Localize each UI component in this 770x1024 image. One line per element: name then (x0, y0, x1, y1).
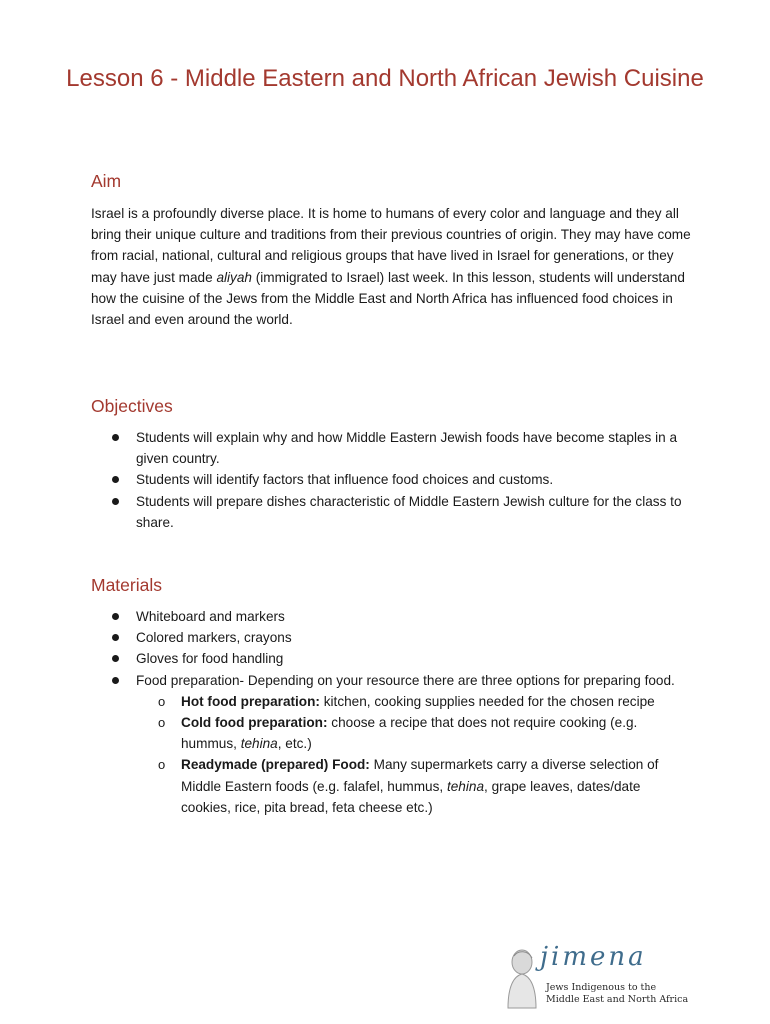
jimena-logo (500, 942, 700, 1012)
sub-bullet-marker: o (158, 693, 166, 709)
objectives-list (91, 427, 691, 533)
sub-bullet-marker: o (158, 715, 166, 731)
bullet-icon (112, 498, 119, 505)
list-item: Colored markers, crayons (91, 627, 691, 648)
objectives-heading: Objectives (91, 396, 173, 416)
list-item: Students will prepare dishes characteristic of Middle Eastern Jewish culture for the class to share. (91, 491, 691, 533)
list-item: Gloves for food handling (91, 648, 691, 669)
list-item: Students will explain why and how Middle Eastern Jewish foods have become staples in a given country. (91, 427, 691, 469)
materials-heading: Materials (91, 575, 162, 595)
sub-list-item: o Readymade (prepared) Food: Many supermarkets carry a diverse selection of Middle Eastern foods (e.g. falafel, hummus, tehina, grape leaves, dates/date cookies, rice, pita bread, feta cheese etc.) (136, 754, 691, 818)
list-item: Food preparation- Depending on your resource there are three options for preparing food. o Hot food preparation: kitchen, cooking supplies needed for the chosen recipe o Cold food preparation: choose a recipe that does not require cooking (e.g. hummus, tehina, etc.) o Readymade (prepared) Food: Many supermarkets carry a diverse selection of Middle Eastern foods (e.g. falafel, hummus, tehina, grape leaves, dates/date cookies, rice, pita bread, feta cheese etc.) (91, 670, 691, 818)
bullet-icon (112, 655, 119, 662)
list-item: Whiteboard and markers (91, 606, 691, 627)
bullet-icon (112, 677, 119, 684)
aim-heading: Aim (91, 171, 122, 191)
bullet-icon (112, 613, 119, 620)
materials-list (91, 606, 691, 818)
logo-tagline: Jews Indigenous to the Middle East and North Africa (546, 982, 689, 1005)
aim-text-part2: (immigrated to Israel) last week. In this lesson, students will understand how the cuisine of the Jews from the Middle East and North Africa has influenced food choices in Israel and even around the world. (91, 269, 685, 328)
aim-text-part1: Israel is a profoundly diverse place. It is home to humans of every color and language and they all bring their unique culture and traditions from their previous countries of origin. They may have come from racial, national, cultural and religious groups that have lived in Israel for generations, or they may have just made (91, 206, 691, 285)
logo-wordmark: jimena (540, 942, 647, 972)
list-item: Students will identify factors that influence food choices and customs. (91, 469, 691, 490)
aim-italic-term: aliyah (216, 269, 252, 285)
aim-paragraph (91, 203, 691, 330)
page-title: Lesson 6 - Middle Eastern and North African Jewish Cuisine (66, 65, 704, 92)
food-prep-options (136, 691, 691, 818)
bullet-icon (112, 634, 119, 641)
figure-icon (500, 946, 540, 1010)
sub-list-item: o Cold food preparation: choose a recipe that does not require cooking (e.g. hummus, tehina, etc.) (136, 712, 691, 754)
sub-list-item: o Hot food preparation: kitchen, cooking supplies needed for the chosen recipe (136, 691, 691, 712)
bullet-icon (112, 476, 119, 483)
sub-bullet-marker: o (158, 757, 166, 773)
bullet-icon (112, 434, 119, 441)
